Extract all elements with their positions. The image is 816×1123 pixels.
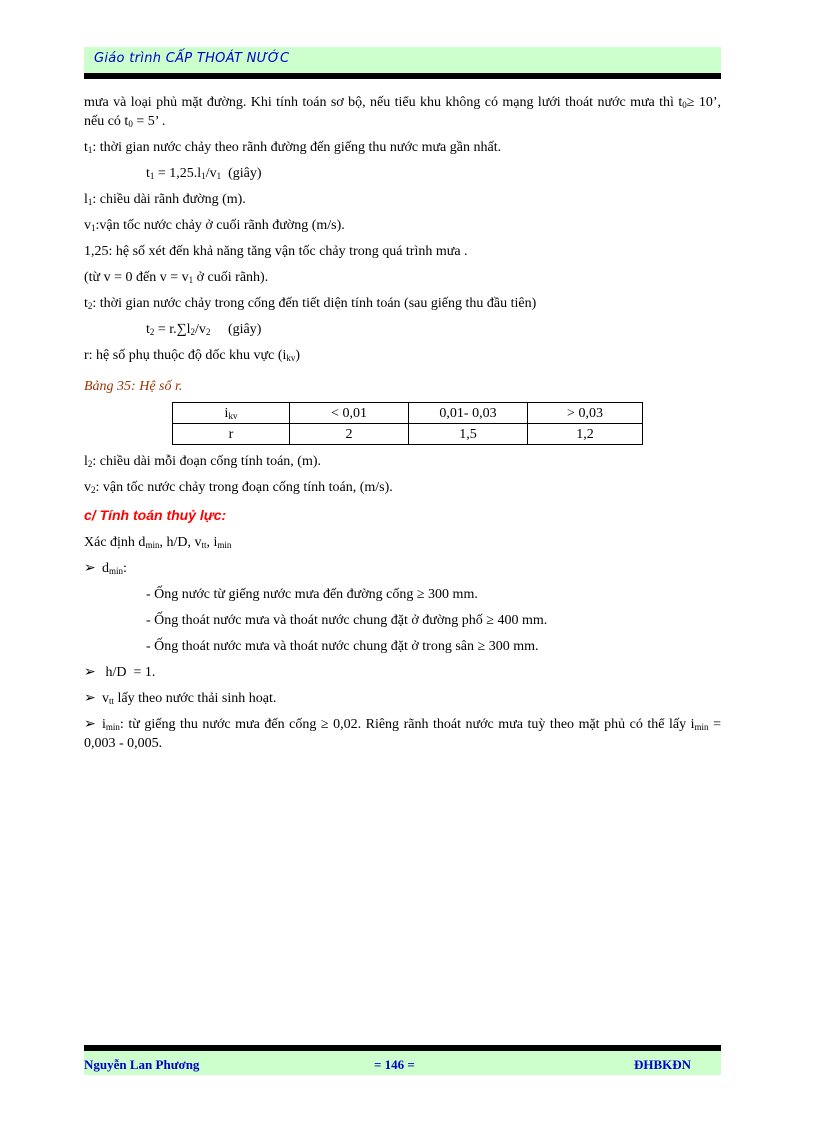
dmin-item: ➢ $d_{min}$: [84, 561, 127, 576]
imin-item: ➢ $i_{min}$: từ giếng thu nước mưa đến cống ≥ 0,02. Riêng rãnh thoát nước mưa tuỳ theo mặt phủ có thể lấy $i_{min} = 0,003 - 0,005$. [84, 717, 721, 751]
section-subheading: c/ Tính toán thuỷ lực: [84, 507, 227, 523]
coef-definition: 1,25: hệ số xét đến khả năng tăng vận tốc chảy trong quá trình mưa . [84, 244, 468, 259]
footer-author: Nguyễn Lan Phương [84, 1057, 200, 1072]
table-cell: > 0,03 [528, 403, 643, 424]
v2-definition: $v_2$: vận tốc nước chảy trong đoạn cống tính toán, (m/s). [84, 480, 393, 495]
footer-organization: ĐHBKĐN [633, 1057, 691, 1072]
from-note: (từ v = 0 đến $v = v_1$ ở cuối rãnh). [84, 270, 269, 285]
dmin-rule-2: - Ống thoát nước mưa và thoát nước chung đặt ở đường phố ≥ 400 mm. [146, 613, 548, 628]
page-content [84, 93, 721, 753]
t2-formula: $t_2 = r.\sum l_2/v_2$ (giây) [146, 322, 262, 337]
arrow-bullet-icon: ➢ [84, 665, 96, 680]
dmin-rule-3: - Ống thoát nước mưa và thoát nước chung đặt ở trong sân ≥ 300 mm. [146, 639, 539, 654]
table-cell: r [173, 424, 290, 445]
determine-line: Xác định $d_{min}$, h/D, $v_{tt}$, $i_{min}$ [84, 535, 232, 550]
table-row [173, 424, 643, 445]
header-rule [84, 73, 721, 79]
t1-definition: $t_1$: thời gian nước chảy theo rãnh đường đến giếng thu nước mưa gần nhất. [84, 140, 502, 155]
vtt-item: ➢ $v_{tt}$ lấy theo nước thải sinh hoạt. [84, 691, 277, 706]
intro-paragraph: mưa và loại phủ mặt đường. Khi tính toán sơ bộ, nếu tiểu khu không có mạng lưới thoát nước mưa thì $t_0\ge 10$’, nếu có $t_0 = 5$’ . [84, 95, 721, 129]
table-cell: < 0,01 [290, 403, 409, 424]
table-caption: Bảng 35: Hệ số r. [84, 379, 183, 394]
coefficient-table [172, 402, 643, 445]
l1-definition: $l_1$: chiều dài rãnh đường (m). [84, 192, 246, 207]
page-header [84, 47, 721, 73]
v1-definition: $v_1:vận$ tốc nước chảy ở cuối rãnh đường (m/s). [84, 218, 345, 233]
header-title: Giáo trình CẤP THOÁT NƯỚC [94, 51, 290, 66]
arrow-bullet-icon: ➢ [84, 561, 96, 576]
page-footer [84, 1051, 721, 1075]
table-cell: 1,5 [409, 424, 528, 445]
table-cell: 1,2 [528, 424, 643, 445]
t2-definition: $t_2$: thời gian nước chảy trong cống đến tiết diện tính toán (sau giếng thu đầu tiên) [84, 296, 537, 311]
arrow-bullet-icon: ➢ [84, 691, 96, 706]
footer-page-number: = 146 = [374, 1057, 415, 1072]
table-row [173, 403, 643, 424]
r-definition: r: hệ số phụ thuộc độ dốc khu vực $(i_{kv})$ [84, 348, 301, 363]
t1-formula: $t_1 = 1,25.l_1/v_1$ (giây) [146, 166, 262, 181]
table-cell: 0,01- 0,03 [409, 403, 528, 424]
table-cell: 2 [290, 424, 409, 445]
hd-item: ➢ h/D = 1. [84, 665, 156, 680]
l2-definition: $l_2$: chiều dài mỗi đoạn cống tính toán, (m). [84, 454, 322, 469]
arrow-bullet-icon: ➢ [84, 717, 96, 732]
table-cell: $i_{kv}$ [173, 403, 290, 424]
dmin-rule-1: - Ống nước từ giếng nước mưa đến đường cống ≥ 300 mm. [146, 587, 478, 602]
